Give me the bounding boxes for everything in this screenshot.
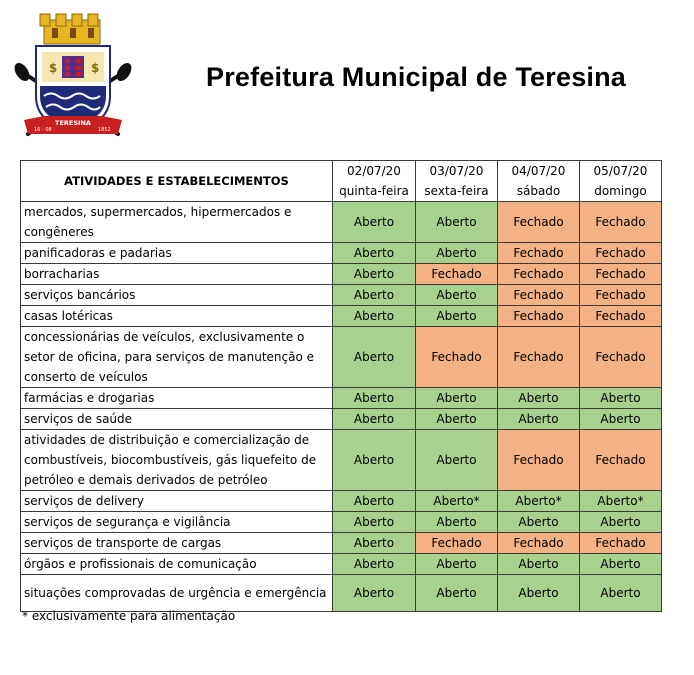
status-open-cell: Aberto [498,409,580,430]
table-header-row [21,161,662,202]
status-open-cell: Aberto [416,285,498,306]
status-closed-cell: Fechado [580,243,662,264]
activity-text-line: atividades de distribuição e comercialização de [24,433,310,447]
status-closed-cell: Fechado [580,202,662,243]
status-open-cell: Aberto [333,202,416,243]
activity-cell [21,243,333,264]
activity-text-line: panificadoras e padarias [24,246,172,260]
activity-cell [21,575,333,612]
activity-text-line: serviços de transporte de cargas [24,536,222,550]
status-open-cell: Aberto [416,512,498,533]
activity-text-line: órgãos e profissionais de comunicação [24,557,257,571]
activity-cell [21,388,333,409]
table-row [21,554,662,575]
svg-text:16 - 08: 16 - 08 [34,127,52,133]
status-closed-cell: Fechado [498,285,580,306]
activity-text-line: mercados, supermercados, hipermercados e [24,205,292,219]
table-row [21,388,662,409]
status-open-cell: Aberto [498,575,580,612]
status-open-cell: Aberto [416,202,498,243]
municipal-crest-icon [14,12,132,142]
status-open-cell: Aberto [416,388,498,409]
activity-cell [21,409,333,430]
status-open-cell: Aberto [580,409,662,430]
status-closed-cell: Fechado [498,533,580,554]
day-column-header [333,161,416,202]
activity-cell [21,491,333,512]
status-open-cell: Aberto [333,512,416,533]
activity-cell [21,264,333,285]
status-open-cell: Aberto [333,533,416,554]
svg-text:TERESINA: TERESINA [55,119,91,127]
table-row [21,327,662,388]
activity-text-line: serviços bancários [24,288,136,302]
status-open-cell: Aberto [498,554,580,575]
day-column-header [498,161,580,202]
svg-text:$: $ [91,61,100,75]
day-weekday: sábado [516,184,561,198]
day-column-header [580,161,662,202]
status-closed-cell: Fechado [498,264,580,285]
activity-text-line: situações comprovadas de urgência e emergência [24,586,327,600]
table-row [21,575,662,612]
day-date: 05/07/20 [593,164,648,178]
status-closed-cell: Fechado [580,327,662,388]
table-row [21,264,662,285]
status-closed-cell: Fechado [580,306,662,327]
svg-text:$: $ [49,61,58,75]
activity-cell [21,285,333,306]
status-closed-cell: Fechado [416,533,498,554]
day-weekday: quinta-feira [339,184,409,198]
activity-cell [21,430,333,491]
status-closed-cell: Fechado [498,202,580,243]
status-open-cell: Aberto [333,306,416,327]
status-open-cell: Aberto [580,388,662,409]
activity-cell [21,202,333,243]
svg-text:1852: 1852 [98,127,111,133]
activity-text-line: serviços de saúde [24,412,133,426]
status-open-cell: Aberto [333,409,416,430]
activity-text-line: serviços de segurança e vigilância [24,515,231,529]
activity-text-line: congêneres [24,225,94,239]
schedule-body [21,202,662,612]
status-closed-cell: Fechado [416,264,498,285]
status-open-cell: Aberto* [498,491,580,512]
footnote: * exclusivamente para alimentação [22,609,236,623]
activity-text-line: farmácias e drogarias [24,391,155,405]
status-open-cell: Aberto [333,388,416,409]
status-open-cell: Aberto [333,264,416,285]
activity-text-line: serviços de delivery [24,494,145,508]
status-open-cell: Aberto [580,512,662,533]
table-row [21,430,662,491]
table-row [21,533,662,554]
status-open-cell: Aberto* [416,491,498,512]
day-date: 02/07/20 [347,164,401,178]
status-open-cell: Aberto [416,430,498,491]
status-closed-cell: Fechado [498,306,580,327]
table-row [21,491,662,512]
page-title: Prefeitura Municipal de Teresina [206,62,627,92]
activity-text-line: petróleo e demais derivados de petróleo [24,473,268,487]
activity-text-line: concessionárias de veículos, exclusivamente o [24,330,305,344]
table-row [21,512,662,533]
day-date: 03/07/20 [429,164,484,178]
status-closed-cell: Fechado [580,430,662,491]
status-open-cell: Aberto [416,306,498,327]
status-closed-cell: Fechado [498,243,580,264]
status-open-cell: Aberto [580,554,662,575]
status-closed-cell: Fechado [416,327,498,388]
status-closed-cell: Fechado [498,327,580,388]
status-open-cell: Aberto [498,512,580,533]
day-weekday: sexta-feira [424,184,489,198]
status-open-cell: Aberto [333,243,416,264]
activity-cell [21,327,333,388]
status-open-cell: Aberto* [580,491,662,512]
activity-text-line: combustíveis, biocombustíveis, gás liquefeito de [24,453,317,467]
table-row [21,202,662,243]
activity-cell [21,554,333,575]
activity-column-header: ATIVIDADES E ESTABELECIMENTOS [21,161,333,202]
table-row [21,285,662,306]
status-open-cell: Aberto [333,327,416,388]
activity-text-line: setor de oficina, para serviços de manutenção e [24,350,314,364]
status-open-cell: Aberto [580,575,662,612]
activity-text-line: borracharias [24,267,100,281]
activity-cell [21,306,333,327]
status-open-cell: Aberto [416,575,498,612]
activity-cell [21,533,333,554]
status-open-cell: Aberto [416,243,498,264]
status-open-cell: Aberto [333,575,416,612]
table-row [21,409,662,430]
day-date: 04/07/20 [511,164,566,178]
status-open-cell: Aberto [416,409,498,430]
activity-cell [21,512,333,533]
status-open-cell: Aberto [333,554,416,575]
table-row [21,306,662,327]
status-open-cell: Aberto [333,285,416,306]
table-row [21,243,662,264]
schedule-table [20,160,662,612]
status-open-cell: Aberto [416,554,498,575]
activity-text-line: casas lotéricas [24,309,113,323]
status-open-cell: Aberto [333,430,416,491]
status-closed-cell: Fechado [498,430,580,491]
status-closed-cell: Fechado [580,533,662,554]
status-open-cell: Aberto [498,388,580,409]
status-closed-cell: Fechado [580,285,662,306]
status-open-cell: Aberto [333,491,416,512]
day-column-header [416,161,498,202]
day-weekday: domingo [594,184,647,198]
status-closed-cell: Fechado [580,264,662,285]
activity-text-line: conserto de veículos [24,370,148,384]
